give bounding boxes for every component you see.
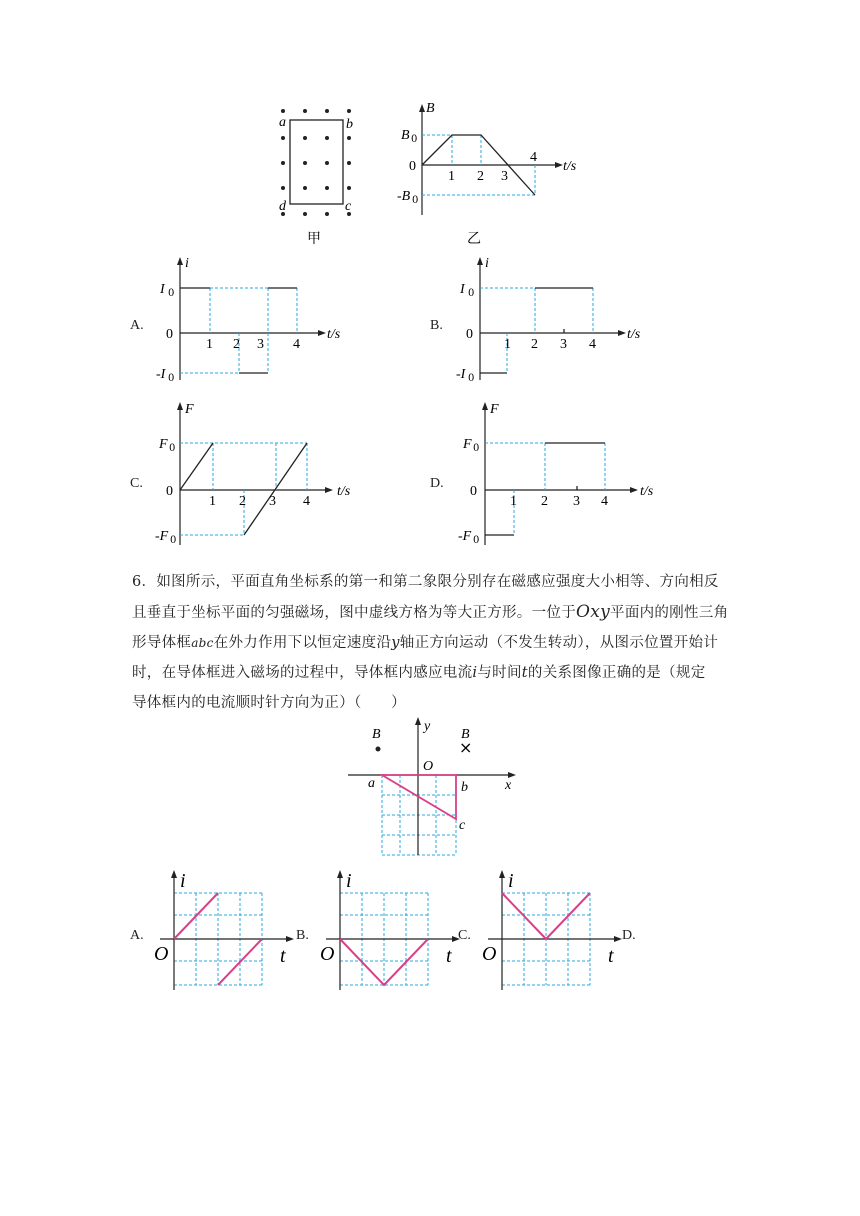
figure-bt-graph-yi <box>395 100 595 250</box>
svg-text:0: 0 <box>468 288 475 299</box>
option-C-graph <box>155 400 365 550</box>
svg-text:t/s: t/s <box>327 327 341 342</box>
svg-text:1: 1 <box>510 494 517 509</box>
q6-option-A-label[interactable]: A. <box>130 928 144 943</box>
svg-text:0: 0 <box>470 484 477 499</box>
svg-text:0: 0 <box>411 134 418 145</box>
svg-text:0: 0 <box>168 373 175 384</box>
svg-text:c: c <box>459 818 466 833</box>
svg-text:i: i <box>185 256 189 271</box>
loop-label-d: d <box>279 199 286 214</box>
svg-text:2: 2 <box>531 337 538 352</box>
option-D-label[interactable]: D. <box>430 476 444 491</box>
svg-text:0: 0 <box>468 373 475 384</box>
q6-option-C-label[interactable]: C. <box>458 928 471 943</box>
svg-text:1: 1 <box>206 337 213 352</box>
loop-label-c: c <box>345 199 352 214</box>
svg-text:i: i <box>346 870 352 892</box>
q6-option-D-label[interactable]: D. <box>622 928 636 943</box>
svg-text:O: O <box>423 759 434 774</box>
q6-option-B-graph <box>316 865 461 1000</box>
svg-text:F: F <box>159 437 168 452</box>
origin-0: 0 <box>409 159 416 174</box>
svg-text:B: B <box>372 727 381 742</box>
q6-option-B-label[interactable]: B. <box>296 928 309 943</box>
svg-text:t: t <box>608 945 614 967</box>
svg-text:-F: -F <box>458 529 472 544</box>
svg-text:1: 1 <box>448 169 455 184</box>
svg-text:-I: -I <box>456 367 466 382</box>
option-D-graph <box>455 400 665 550</box>
svg-text:0: 0 <box>166 484 173 499</box>
svg-text:O: O <box>154 943 169 965</box>
svg-text:3: 3 <box>560 337 567 352</box>
svg-text:1: 1 <box>504 337 511 352</box>
svg-text:0: 0 <box>473 443 480 454</box>
svg-text:-F: -F <box>155 529 169 544</box>
q6-figure <box>340 715 530 860</box>
caption-jia: 甲 <box>307 231 321 247</box>
svg-text:F: F <box>463 437 472 452</box>
caption-yi: 乙 <box>467 231 481 247</box>
svg-text:1: 1 <box>209 494 216 509</box>
svg-text:t/s: t/s <box>337 484 351 499</box>
svg-text:i: i <box>485 256 489 271</box>
svg-text:t/s: t/s <box>640 484 654 499</box>
svg-text:3: 3 <box>501 169 508 184</box>
q6-option-A-graph <box>150 865 295 1000</box>
loop-label-a: a <box>279 115 286 130</box>
question-6-text: 6．如图所示，平面直角坐标系的第一和第二象限分别存在磁感应强度大小相等、方向相反 且垂直于坐标平面的匀强磁场，图中虚线方格为等大正方形。一位于Oxy平面内的刚性三角 形导体框abc在外力作用下以恒定速度沿y轴正方向运动（不发生转动），从图示位置开始计 时，在导体框进入磁场的过程中，导体框内感应电流i与时间t的关系图像正确的是（规定 导体框内的电流顺时针方向为正）（ ） <box>132 574 729 711</box>
option-A-label[interactable]: A. <box>130 318 144 333</box>
svg-text:0: 0 <box>412 195 419 206</box>
svg-text:2: 2 <box>233 337 240 352</box>
option-B-graph <box>455 255 665 385</box>
figure-loop-jia <box>270 100 370 250</box>
svg-text:I: I <box>160 282 165 297</box>
svg-text:×: × <box>459 738 473 757</box>
svg-text:F: F <box>490 402 499 417</box>
svg-text:O: O <box>320 943 335 965</box>
svg-text:b: b <box>461 780 468 795</box>
option-C-label[interactable]: C. <box>130 476 143 491</box>
loop-label-b: b <box>346 117 353 132</box>
svg-text:0: 0 <box>166 327 173 342</box>
svg-text:B: B <box>461 727 470 742</box>
axis-label-B: B <box>426 101 435 116</box>
svg-text:I: I <box>460 282 465 297</box>
svg-text:4: 4 <box>601 494 608 509</box>
axis-label-ts: t/s <box>563 159 577 174</box>
svg-text:t: t <box>280 945 286 967</box>
svg-text:0: 0 <box>466 327 473 342</box>
svg-text:2: 2 <box>239 494 246 509</box>
svg-text:4: 4 <box>589 337 596 352</box>
svg-text:0: 0 <box>168 288 175 299</box>
svg-text:0: 0 <box>170 535 177 546</box>
svg-text:x: x <box>505 778 512 793</box>
svg-text:t/s: t/s <box>627 327 641 342</box>
svg-text:i: i <box>180 870 186 892</box>
svg-text:-I: -I <box>156 367 166 382</box>
svg-text:i: i <box>508 870 514 892</box>
svg-text:y: y <box>424 719 431 734</box>
svg-text:O: O <box>482 943 497 965</box>
svg-text:3: 3 <box>573 494 580 509</box>
svg-text:4: 4 <box>530 150 537 165</box>
svg-text:3: 3 <box>269 494 276 509</box>
option-A-graph <box>155 255 365 385</box>
svg-text:0: 0 <box>169 443 176 454</box>
svg-text:F: F <box>185 402 194 417</box>
svg-text:a: a <box>368 776 375 791</box>
svg-text:2: 2 <box>477 169 484 184</box>
svg-text:t: t <box>446 945 452 967</box>
svg-text:4: 4 <box>293 337 300 352</box>
q6-option-C-graph <box>478 865 623 1000</box>
svg-text:4: 4 <box>303 494 310 509</box>
option-B-label[interactable]: B. <box>430 318 443 333</box>
svg-text:3: 3 <box>257 337 264 352</box>
svg-text:0: 0 <box>473 535 480 546</box>
svg-text:2: 2 <box>541 494 548 509</box>
label-neg-B0: -B <box>397 189 411 204</box>
label-B0: B <box>401 128 410 143</box>
